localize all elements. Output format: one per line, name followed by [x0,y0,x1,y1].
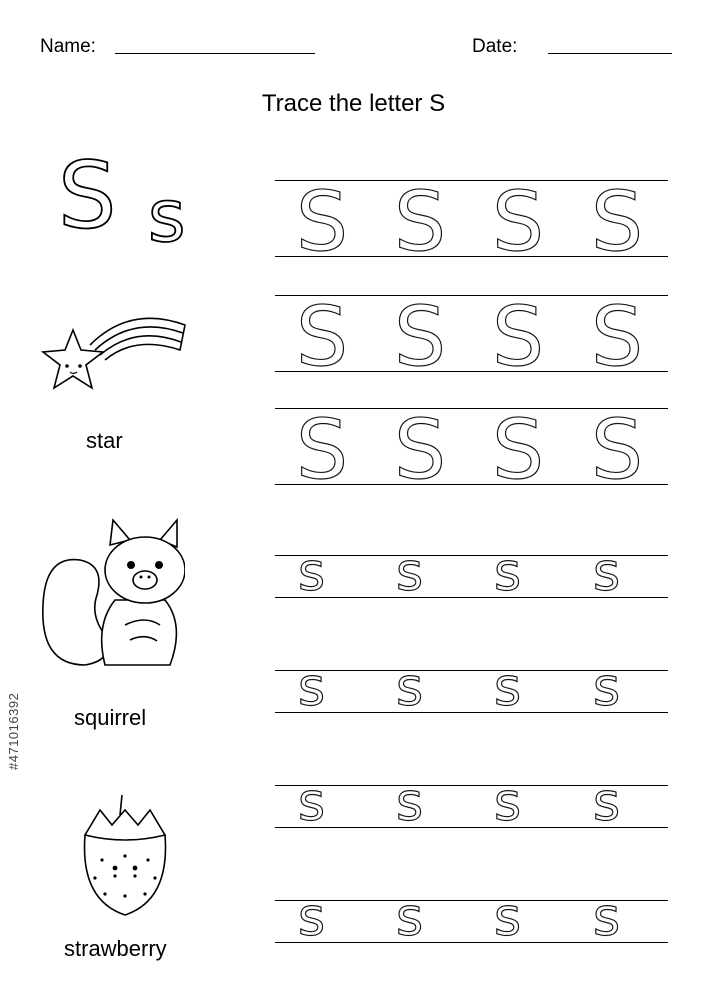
trace-upper-s[interactable]: S [591,290,644,385]
word-star: star [86,428,123,453]
trace-upper-s[interactable]: S [296,403,349,498]
trace-upper-s[interactable]: S [296,290,349,385]
trace-lower-s[interactable]: s [396,543,424,603]
name-field[interactable] [115,53,315,54]
trace-lower-s[interactable]: s [593,888,621,948]
trace-upper-s[interactable]: S [296,175,349,270]
trace-upper-s[interactable]: S [394,290,447,385]
trace-lower-s[interactable]: s [298,773,326,833]
trace-lower-s[interactable]: s [593,543,621,603]
big-uppercase-letter: S [58,142,117,249]
trace-lower-s[interactable]: s [494,773,522,833]
date-field[interactable] [548,53,672,54]
trace-lower-s[interactable]: s [396,888,424,948]
trace-lower-s[interactable]: s [494,543,522,603]
trace-lower-s[interactable]: s [494,658,522,718]
trace-lower-s[interactable]: s [396,658,424,718]
trace-lower-s[interactable]: s [298,658,326,718]
name-label: Name: [40,36,96,57]
trace-lower-s[interactable]: s [593,658,621,718]
word-strawberry: strawberry [64,936,167,961]
trace-upper-s[interactable]: S [492,403,545,498]
trace-upper-s[interactable]: S [394,175,447,270]
trace-upper-s[interactable]: S [394,403,447,498]
page-title: Trace the letter S [261,90,446,117]
big-lowercase-letter: s [148,174,186,258]
trace-upper-s[interactable]: S [492,290,545,385]
date-label: Date: [472,36,518,57]
trace-upper-s[interactable]: S [591,403,644,498]
shooting-star-icon [35,300,200,410]
trace-upper-s[interactable]: S [492,175,545,270]
trace-upper-s[interactable]: S [591,175,644,270]
stock-id: #471016392 [6,692,21,770]
trace-lower-s[interactable]: s [494,888,522,948]
trace-lower-s[interactable]: s [593,773,621,833]
trace-lower-s[interactable]: s [298,888,326,948]
strawberry-icon [70,790,180,920]
trace-lower-s[interactable]: s [298,543,326,603]
word-squirrel: squirrel [74,705,147,730]
trace-lower-s[interactable]: s [396,773,424,833]
squirrel-icon [35,515,185,675]
